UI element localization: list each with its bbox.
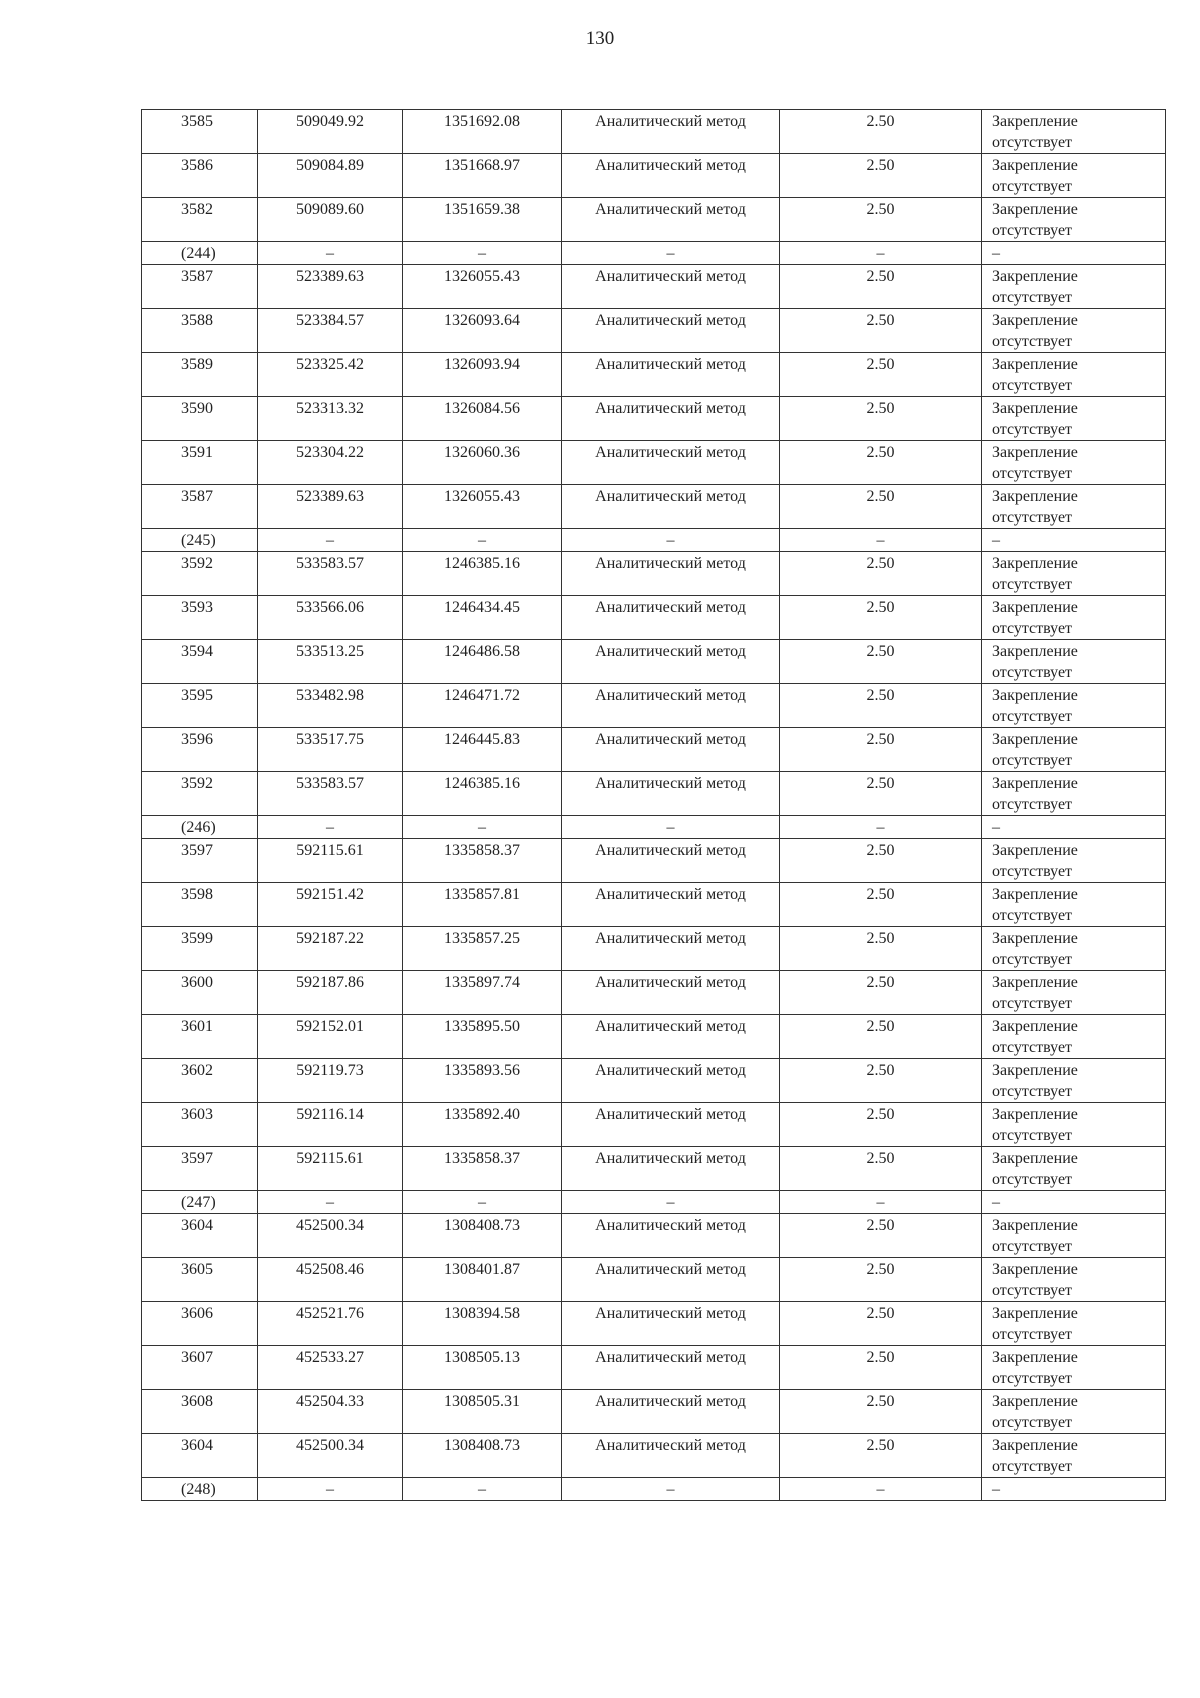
fixing-line-2: отсутствует xyxy=(992,1127,1073,1144)
x-coordinate-cell: 523313.32 xyxy=(258,397,403,441)
fixing-line-1: Закрепление xyxy=(992,488,1078,505)
method-cell: Аналитический метод xyxy=(562,728,780,772)
point-number-cell: 3597 xyxy=(142,839,258,883)
accuracy-cell: 2.50 xyxy=(780,971,982,1015)
fixing-cell xyxy=(982,684,1166,728)
contour-number-cell: (244) xyxy=(142,242,258,265)
point-number-cell: 3605 xyxy=(142,1258,258,1302)
dash-cell: – xyxy=(780,1478,982,1501)
fixing-line-2: отсутствует xyxy=(992,995,1073,1012)
table-row xyxy=(142,640,1166,684)
x-coordinate-cell: 592119.73 xyxy=(258,1059,403,1103)
dash-cell: – xyxy=(982,1191,1166,1214)
fixing-cell xyxy=(982,552,1166,596)
table-row xyxy=(142,1015,1166,1059)
fixing-line-1: Закрепление xyxy=(992,1349,1078,1366)
fixing-line-1: Закрепление xyxy=(992,1217,1078,1234)
fixing-line-1: Закрепление xyxy=(992,356,1078,373)
x-coordinate-cell: 533513.25 xyxy=(258,640,403,684)
method-cell: Аналитический метод xyxy=(562,1103,780,1147)
dash-cell: – xyxy=(562,1478,780,1501)
x-coordinate-cell: 533583.57 xyxy=(258,772,403,816)
fixing-line-2: отсутствует xyxy=(992,1282,1073,1299)
point-number-cell: 3604 xyxy=(142,1214,258,1258)
table-row xyxy=(142,883,1166,927)
accuracy-cell: 2.50 xyxy=(780,1015,982,1059)
fixing-line-2: отсутствует xyxy=(992,796,1073,813)
x-coordinate-cell: 592115.61 xyxy=(258,1147,403,1191)
x-coordinate-cell: 533517.75 xyxy=(258,728,403,772)
accuracy-cell: 2.50 xyxy=(780,309,982,353)
y-coordinate-cell: 1326093.94 xyxy=(403,353,562,397)
fixing-line-1: Закрепление xyxy=(992,974,1078,991)
fixing-line-1: Закрепление xyxy=(992,268,1078,285)
point-number-cell: 3590 xyxy=(142,397,258,441)
fixing-cell xyxy=(982,640,1166,684)
y-coordinate-cell: 1351659.38 xyxy=(403,198,562,242)
method-cell: Аналитический метод xyxy=(562,1434,780,1478)
fixing-line-2: отсутствует xyxy=(992,708,1073,725)
accuracy-cell: 2.50 xyxy=(780,1346,982,1390)
accuracy-cell: 2.50 xyxy=(780,1390,982,1434)
accuracy-cell: 2.50 xyxy=(780,839,982,883)
fixing-line-1: Закрепление xyxy=(992,842,1078,859)
method-cell: Аналитический метод xyxy=(562,772,780,816)
x-coordinate-cell: 523325.42 xyxy=(258,353,403,397)
accuracy-cell: 2.50 xyxy=(780,441,982,485)
contour-separator-row xyxy=(142,242,1166,265)
accuracy-cell: 2.50 xyxy=(780,1214,982,1258)
accuracy-cell: 2.50 xyxy=(780,110,982,154)
y-coordinate-cell: 1335858.37 xyxy=(403,1147,562,1191)
fixing-line-1: Закрепление xyxy=(992,1018,1078,1035)
point-number-cell: 3591 xyxy=(142,441,258,485)
x-coordinate-cell: 592115.61 xyxy=(258,839,403,883)
fixing-cell xyxy=(982,265,1166,309)
y-coordinate-cell: 1335857.25 xyxy=(403,927,562,971)
x-coordinate-cell: 592152.01 xyxy=(258,1015,403,1059)
fixing-line-1: Закрепление xyxy=(992,555,1078,572)
y-coordinate-cell: 1326055.43 xyxy=(403,485,562,529)
x-coordinate-cell: 523384.57 xyxy=(258,309,403,353)
y-coordinate-cell: 1326060.36 xyxy=(403,441,562,485)
table-row xyxy=(142,1059,1166,1103)
x-coordinate-cell: 533566.06 xyxy=(258,596,403,640)
fixing-line-1: Закрепление xyxy=(992,201,1078,218)
fixing-cell xyxy=(982,110,1166,154)
fixing-line-2: отсутствует xyxy=(992,465,1073,482)
x-coordinate-cell: 509084.89 xyxy=(258,154,403,198)
method-cell: Аналитический метод xyxy=(562,971,780,1015)
dash-cell: – xyxy=(258,242,403,265)
method-cell: Аналитический метод xyxy=(562,1059,780,1103)
fixing-line-1: Закрепление xyxy=(992,444,1078,461)
dash-cell: – xyxy=(403,1478,562,1501)
fixing-line-1: Закрепление xyxy=(992,1261,1078,1278)
y-coordinate-cell: 1326084.56 xyxy=(403,397,562,441)
fixing-cell xyxy=(982,1302,1166,1346)
x-coordinate-cell: 592116.14 xyxy=(258,1103,403,1147)
fixing-cell xyxy=(982,772,1166,816)
fixing-line-1: Закрепление xyxy=(992,1305,1078,1322)
method-cell: Аналитический метод xyxy=(562,640,780,684)
table-row xyxy=(142,154,1166,198)
x-coordinate-cell: 452500.34 xyxy=(258,1214,403,1258)
accuracy-cell: 2.50 xyxy=(780,1302,982,1346)
method-cell: Аналитический метод xyxy=(562,110,780,154)
table-row xyxy=(142,198,1166,242)
fixing-line-1: Закрепление xyxy=(992,643,1078,660)
fixing-cell xyxy=(982,198,1166,242)
fixing-line-2: отсутствует xyxy=(992,178,1073,195)
x-coordinate-cell: 452521.76 xyxy=(258,1302,403,1346)
table-row xyxy=(142,839,1166,883)
fixing-cell xyxy=(982,441,1166,485)
y-coordinate-cell: 1308401.87 xyxy=(403,1258,562,1302)
fixing-cell xyxy=(982,1346,1166,1390)
accuracy-cell: 2.50 xyxy=(780,154,982,198)
point-number-cell: 3585 xyxy=(142,110,258,154)
fixing-line-2: отсутствует xyxy=(992,1238,1073,1255)
fixing-line-2: отсутствует xyxy=(992,333,1073,350)
fixing-cell xyxy=(982,596,1166,640)
fixing-cell xyxy=(982,309,1166,353)
point-number-cell: 3594 xyxy=(142,640,258,684)
x-coordinate-cell: 452508.46 xyxy=(258,1258,403,1302)
accuracy-cell: 2.50 xyxy=(780,552,982,596)
x-coordinate-cell: 523389.63 xyxy=(258,485,403,529)
method-cell: Аналитический метод xyxy=(562,485,780,529)
table-row xyxy=(142,728,1166,772)
dash-cell: – xyxy=(403,242,562,265)
y-coordinate-cell: 1326093.64 xyxy=(403,309,562,353)
fixing-line-1: Закрепление xyxy=(992,731,1078,748)
fixing-line-1: Закрепление xyxy=(992,1150,1078,1167)
fixing-cell xyxy=(982,1390,1166,1434)
x-coordinate-cell: 452533.27 xyxy=(258,1346,403,1390)
dash-cell: – xyxy=(780,816,982,839)
method-cell: Аналитический метод xyxy=(562,265,780,309)
method-cell: Аналитический метод xyxy=(562,552,780,596)
contour-separator-row xyxy=(142,816,1166,839)
method-cell: Аналитический метод xyxy=(562,839,780,883)
y-coordinate-cell: 1308394.58 xyxy=(403,1302,562,1346)
point-number-cell: 3599 xyxy=(142,927,258,971)
y-coordinate-cell: 1246385.16 xyxy=(403,772,562,816)
fixing-line-1: Закрепление xyxy=(992,1106,1078,1123)
accuracy-cell: 2.50 xyxy=(780,1147,982,1191)
contour-number-cell: (247) xyxy=(142,1191,258,1214)
fixing-line-2: отсутствует xyxy=(992,576,1073,593)
x-coordinate-cell: 509089.60 xyxy=(258,198,403,242)
point-number-cell: 3595 xyxy=(142,684,258,728)
method-cell: Аналитический метод xyxy=(562,1258,780,1302)
fixing-line-2: отсутствует xyxy=(992,951,1073,968)
point-number-cell: 3604 xyxy=(142,1434,258,1478)
method-cell: Аналитический метод xyxy=(562,1390,780,1434)
x-coordinate-cell: 592187.86 xyxy=(258,971,403,1015)
method-cell: Аналитический метод xyxy=(562,154,780,198)
dash-cell: – xyxy=(562,1191,780,1214)
accuracy-cell: 2.50 xyxy=(780,927,982,971)
point-number-cell: 3597 xyxy=(142,1147,258,1191)
coordinates-table xyxy=(141,109,1166,1501)
y-coordinate-cell: 1308505.31 xyxy=(403,1390,562,1434)
dash-cell: – xyxy=(258,529,403,552)
contour-separator-row xyxy=(142,529,1166,552)
y-coordinate-cell: 1335857.81 xyxy=(403,883,562,927)
fixing-cell xyxy=(982,397,1166,441)
method-cell: Аналитический метод xyxy=(562,353,780,397)
method-cell: Аналитический метод xyxy=(562,309,780,353)
x-coordinate-cell: 523304.22 xyxy=(258,441,403,485)
point-number-cell: 3593 xyxy=(142,596,258,640)
y-coordinate-cell: 1246471.72 xyxy=(403,684,562,728)
contour-number-cell: (245) xyxy=(142,529,258,552)
fixing-cell xyxy=(982,1147,1166,1191)
method-cell: Аналитический метод xyxy=(562,1346,780,1390)
fixing-cell xyxy=(982,1214,1166,1258)
table-row xyxy=(142,397,1166,441)
method-cell: Аналитический метод xyxy=(562,1147,780,1191)
fixing-line-1: Закрепление xyxy=(992,886,1078,903)
y-coordinate-cell: 1351668.97 xyxy=(403,154,562,198)
contour-number-cell: (246) xyxy=(142,816,258,839)
dash-cell: – xyxy=(403,1191,562,1214)
fixing-line-2: отсутствует xyxy=(992,421,1073,438)
method-cell: Аналитический метод xyxy=(562,596,780,640)
fixing-cell xyxy=(982,1434,1166,1478)
x-coordinate-cell: 592187.22 xyxy=(258,927,403,971)
fixing-cell xyxy=(982,353,1166,397)
point-number-cell: 3592 xyxy=(142,552,258,596)
point-number-cell: 3608 xyxy=(142,1390,258,1434)
accuracy-cell: 2.50 xyxy=(780,485,982,529)
method-cell: Аналитический метод xyxy=(562,1214,780,1258)
fixing-line-1: Закрепление xyxy=(992,157,1078,174)
accuracy-cell: 2.50 xyxy=(780,1258,982,1302)
table-row xyxy=(142,1390,1166,1434)
point-number-cell: 3587 xyxy=(142,265,258,309)
table-row xyxy=(142,684,1166,728)
x-coordinate-cell: 523389.63 xyxy=(258,265,403,309)
accuracy-cell: 2.50 xyxy=(780,1434,982,1478)
dash-cell: – xyxy=(562,242,780,265)
table-row xyxy=(142,110,1166,154)
y-coordinate-cell: 1308505.13 xyxy=(403,1346,562,1390)
y-coordinate-cell: 1335897.74 xyxy=(403,971,562,1015)
accuracy-cell: 2.50 xyxy=(780,772,982,816)
fixing-line-2: отсутствует xyxy=(992,289,1073,306)
dash-cell: – xyxy=(258,816,403,839)
fixing-line-2: отсутствует xyxy=(992,377,1073,394)
fixing-line-2: отсутствует xyxy=(992,664,1073,681)
contour-separator-row xyxy=(142,1191,1166,1214)
fixing-line-1: Закрепление xyxy=(992,1062,1078,1079)
fixing-cell xyxy=(982,154,1166,198)
dash-cell: – xyxy=(258,1478,403,1501)
dash-cell: – xyxy=(403,816,562,839)
dash-cell: – xyxy=(403,529,562,552)
table-row xyxy=(142,552,1166,596)
point-number-cell: 3607 xyxy=(142,1346,258,1390)
fixing-line-2: отсутствует xyxy=(992,509,1073,526)
fixing-line-1: Закрепление xyxy=(992,312,1078,329)
accuracy-cell: 2.50 xyxy=(780,596,982,640)
table-row xyxy=(142,441,1166,485)
fixing-line-2: отсутствует xyxy=(992,1458,1073,1475)
dash-cell: – xyxy=(562,529,780,552)
point-number-cell: 3600 xyxy=(142,971,258,1015)
table-row xyxy=(142,1258,1166,1302)
point-number-cell: 3589 xyxy=(142,353,258,397)
accuracy-cell: 2.50 xyxy=(780,353,982,397)
table-row xyxy=(142,1434,1166,1478)
table-row xyxy=(142,596,1166,640)
point-number-cell: 3598 xyxy=(142,883,258,927)
point-number-cell: 3603 xyxy=(142,1103,258,1147)
fixing-cell xyxy=(982,485,1166,529)
fixing-cell xyxy=(982,1258,1166,1302)
y-coordinate-cell: 1351692.08 xyxy=(403,110,562,154)
accuracy-cell: 2.50 xyxy=(780,397,982,441)
table-row xyxy=(142,353,1166,397)
method-cell: Аналитический метод xyxy=(562,397,780,441)
fixing-line-2: отсутствует xyxy=(992,1083,1073,1100)
fixing-line-1: Закрепление xyxy=(992,1437,1078,1454)
y-coordinate-cell: 1335892.40 xyxy=(403,1103,562,1147)
accuracy-cell: 2.50 xyxy=(780,883,982,927)
fixing-line-2: отсутствует xyxy=(992,222,1073,239)
dash-cell: – xyxy=(982,529,1166,552)
x-coordinate-cell: 592151.42 xyxy=(258,883,403,927)
method-cell: Аналитический метод xyxy=(562,1015,780,1059)
table-row xyxy=(142,1214,1166,1258)
table-row xyxy=(142,309,1166,353)
fixing-line-1: Закрепление xyxy=(992,113,1078,130)
y-coordinate-cell: 1335895.50 xyxy=(403,1015,562,1059)
dash-cell: – xyxy=(562,816,780,839)
y-coordinate-cell: 1246486.58 xyxy=(403,640,562,684)
accuracy-cell: 2.50 xyxy=(780,265,982,309)
fixing-line-2: отсутствует xyxy=(992,1370,1073,1387)
fixing-line-1: Закрепление xyxy=(992,400,1078,417)
dash-cell: – xyxy=(780,242,982,265)
fixing-line-2: отсутствует xyxy=(992,907,1073,924)
fixing-cell xyxy=(982,883,1166,927)
fixing-line-2: отсутствует xyxy=(992,1326,1073,1343)
y-coordinate-cell: 1308408.73 xyxy=(403,1214,562,1258)
table-row xyxy=(142,772,1166,816)
contour-separator-row xyxy=(142,1478,1166,1501)
accuracy-cell: 2.50 xyxy=(780,1103,982,1147)
fixing-cell xyxy=(982,1103,1166,1147)
fixing-line-2: отсутствует xyxy=(992,620,1073,637)
fixing-line-1: Закрепление xyxy=(992,775,1078,792)
fixing-line-2: отсутствует xyxy=(992,1171,1073,1188)
accuracy-cell: 2.50 xyxy=(780,640,982,684)
point-number-cell: 3596 xyxy=(142,728,258,772)
accuracy-cell: 2.50 xyxy=(780,684,982,728)
fixing-line-2: отсутствует xyxy=(992,1414,1073,1431)
table-row xyxy=(142,1147,1166,1191)
y-coordinate-cell: 1246445.83 xyxy=(403,728,562,772)
table-row xyxy=(142,1302,1166,1346)
method-cell: Аналитический метод xyxy=(562,684,780,728)
y-coordinate-cell: 1326055.43 xyxy=(403,265,562,309)
accuracy-cell: 2.50 xyxy=(780,198,982,242)
point-number-cell: 3592 xyxy=(142,772,258,816)
page-number: 130 xyxy=(585,28,615,49)
fixing-cell xyxy=(982,728,1166,772)
y-coordinate-cell: 1246385.16 xyxy=(403,552,562,596)
x-coordinate-cell: 452500.34 xyxy=(258,1434,403,1478)
fixing-line-2: отсутствует xyxy=(992,1039,1073,1056)
y-coordinate-cell: 1246434.45 xyxy=(403,596,562,640)
contour-number-cell: (248) xyxy=(142,1478,258,1501)
fixing-cell xyxy=(982,927,1166,971)
fixing-line-2: отсутствует xyxy=(992,752,1073,769)
point-number-cell: 3582 xyxy=(142,198,258,242)
dash-cell: – xyxy=(780,529,982,552)
fixing-line-1: Закрепление xyxy=(992,687,1078,704)
table-row xyxy=(142,265,1166,309)
dash-cell: – xyxy=(982,1478,1166,1501)
method-cell: Аналитический метод xyxy=(562,198,780,242)
x-coordinate-cell: 452504.33 xyxy=(258,1390,403,1434)
fixing-line-1: Закрепление xyxy=(992,599,1078,616)
table-row xyxy=(142,485,1166,529)
fixing-cell xyxy=(982,1015,1166,1059)
dash-cell: – xyxy=(258,1191,403,1214)
dash-cell: – xyxy=(780,1191,982,1214)
table-row xyxy=(142,927,1166,971)
x-coordinate-cell: 509049.92 xyxy=(258,110,403,154)
fixing-line-1: Закрепление xyxy=(992,1393,1078,1410)
table-row xyxy=(142,1103,1166,1147)
fixing-line-2: отсутствует xyxy=(992,863,1073,880)
point-number-cell: 3602 xyxy=(142,1059,258,1103)
table-row xyxy=(142,1346,1166,1390)
accuracy-cell: 2.50 xyxy=(780,728,982,772)
table-row xyxy=(142,971,1166,1015)
point-number-cell: 3586 xyxy=(142,154,258,198)
dash-cell: – xyxy=(982,242,1166,265)
fixing-cell xyxy=(982,1059,1166,1103)
method-cell: Аналитический метод xyxy=(562,1302,780,1346)
fixing-cell xyxy=(982,971,1166,1015)
coordinates-table-body xyxy=(142,110,1166,1501)
y-coordinate-cell: 1335893.56 xyxy=(403,1059,562,1103)
point-number-cell: 3606 xyxy=(142,1302,258,1346)
x-coordinate-cell: 533482.98 xyxy=(258,684,403,728)
fixing-line-2: отсутствует xyxy=(992,134,1073,151)
point-number-cell: 3587 xyxy=(142,485,258,529)
point-number-cell: 3588 xyxy=(142,309,258,353)
point-number-cell: 3601 xyxy=(142,1015,258,1059)
y-coordinate-cell: 1308408.73 xyxy=(403,1434,562,1478)
method-cell: Аналитический метод xyxy=(562,927,780,971)
x-coordinate-cell: 533583.57 xyxy=(258,552,403,596)
fixing-line-1: Закрепление xyxy=(992,930,1078,947)
dash-cell: – xyxy=(982,816,1166,839)
accuracy-cell: 2.50 xyxy=(780,1059,982,1103)
method-cell: Аналитический метод xyxy=(562,883,780,927)
fixing-cell xyxy=(982,839,1166,883)
method-cell: Аналитический метод xyxy=(562,441,780,485)
y-coordinate-cell: 1335858.37 xyxy=(403,839,562,883)
